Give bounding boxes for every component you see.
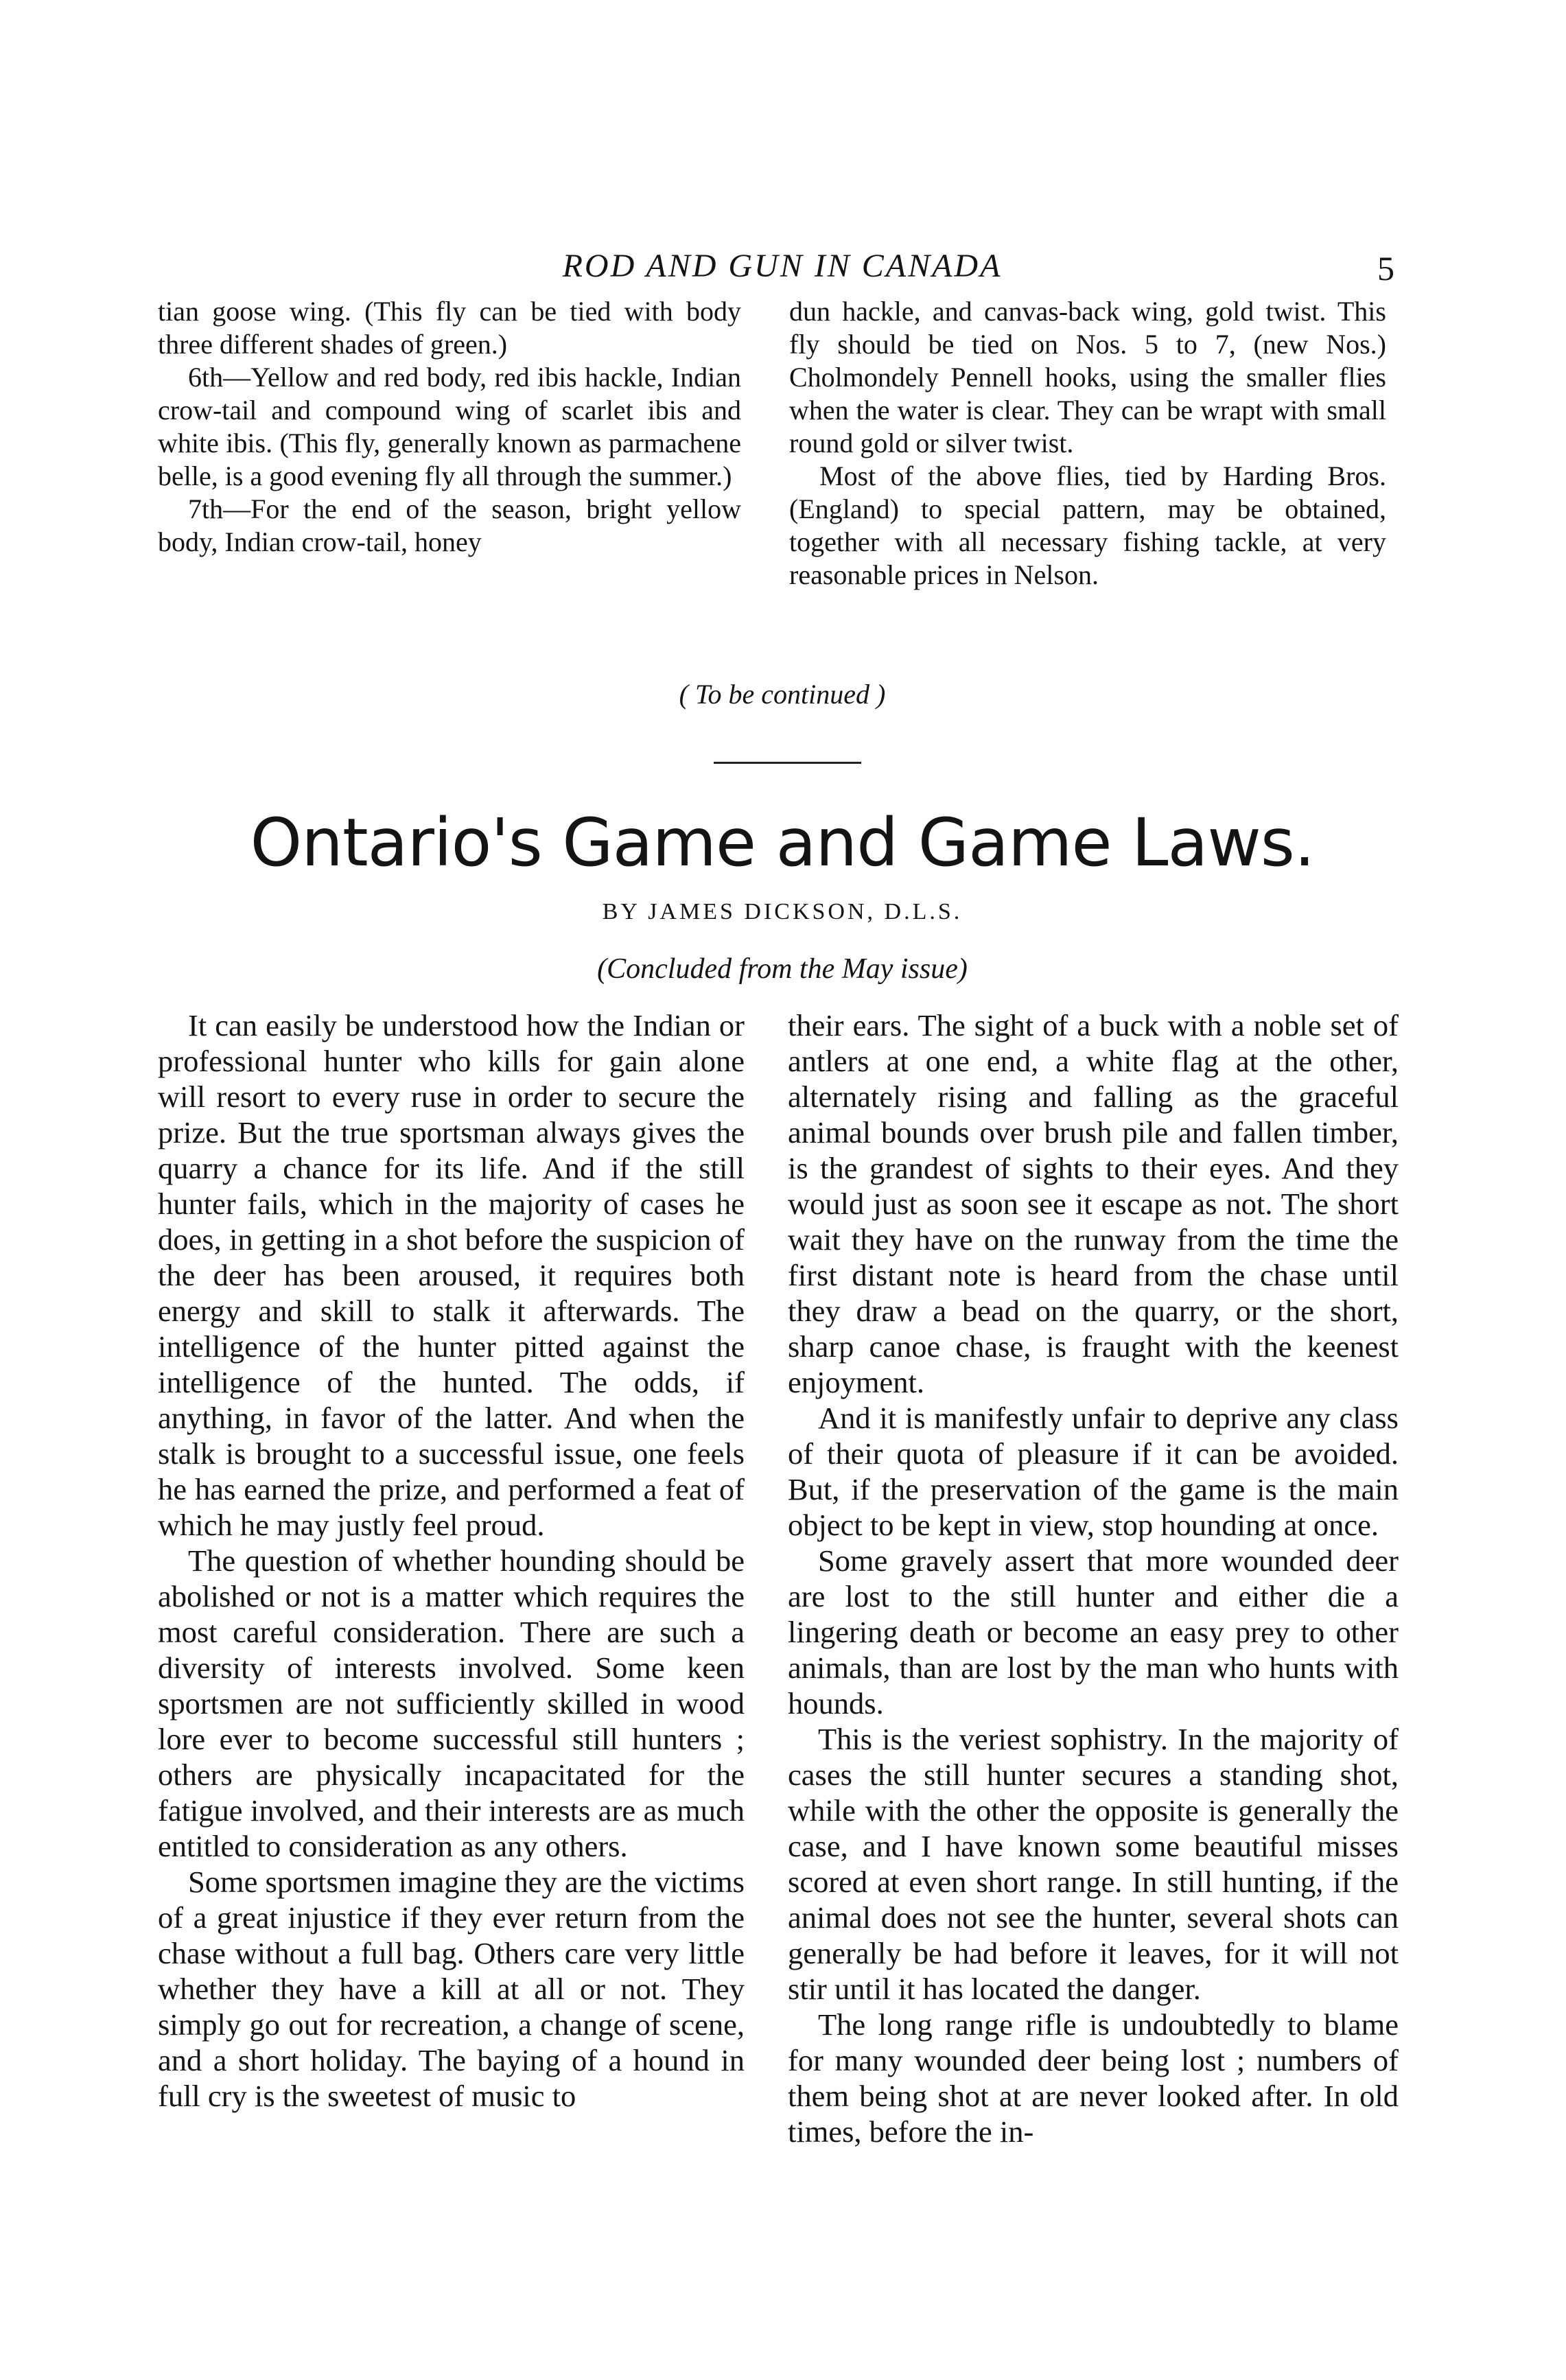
paragraph: It can easily be understood how the Indian or professional hunter who kills for gain alone will resort to every ruse in order to secure the prize. But the true sportsman always gives the quarry a chance for its life. And if the still hunter fails, which in the majority of cases he does, in getting in a shot before the suspicion of the deer has been aroused, it requires both energy and skill to stalk it afterwards. The intelligence of the hunter pitted against the intelligence of the hunted. The odds, if anything, in favor of the latter. And when the stalk is brought to a successful issue, one feels he has earned the prize, and performed a feat of which he may justly feel proud. [158,1008,745,1542]
paragraph: Some sportsmen imagine they are the victims of a great injustice if they ever return from the chase without a full bag. Others care very little whether they have a kill at all or not. They simply go out for recreation, a change of scene, and a short holiday. The baying of a hound in full cry is the sweetest of music to [158,1865,745,2113]
paragraph: The question of whether hounding should be abolished or not is a matter which requires the most careful consideration. There are such a diversity of interests involved. Some keen sportsmen are not sufficiently skilled in wood lore ever to become successful still hunters ; others are physically incapacitated for the fatigue involved, and their interests are as much entitled to consideration as any others. [158,1543,745,1863]
paragraph: their ears. The sight of a buck with a noble set of antlers at one end, a white flag at the other, alternately rising and falling as the graceful animal bounds over brush pile and fallen timber, is the grandest of sights to their eyes. And they would just as soon see it escape as not. The short wait they have on the runway from the time the first distant note is heard from the chase until they draw a bead on the quarry, or the short, sharp canoe chase, is fraught with the keenest enjoyment. [788,1008,1399,1399]
article-subhead: (Concluded from the May issue) [597,953,968,985]
paragraph: The long range rifle is undoubtedly to blame for many wounded deer being lost ; numbers of them being shot at are never looked after. In old times, before the in- [788,2007,1399,2149]
paragraph: Some gravely assert that more wounded deer are lost to the still hunter and either die a lingering death or become an easy prey to other animals, than are lost by the man who hunts with hounds. [788,1543,1399,1720]
paragraph: 6th—Yellow and red body, red ibis hackle, Indian crow-tail and compound wing of scarlet ibis and white ibis. (This fly, generally known as parmachene belle, is a good evening fly all through the summer.) [158,362,741,491]
page-number: 5 [1377,249,1394,288]
previous-article-right-column [789,295,1386,592]
continued-note: ( To be continued ) [679,679,886,710]
article-left-column [158,1007,745,2114]
paragraph: Most of the above flies, tied by Harding Bros. (England) to special pattern, may be obtained, together with all necessary fishing tackle, at very reasonable prices in Nelson. [789,460,1386,590]
article-title: Ontario's Game and Game Laws. [250,804,1315,881]
paragraph: dun hackle, and canvas-back wing, gold twist. This fly should be tied on Nos. 5 to 7, (new Nos.) Cholmondely Pennell hooks, using the smaller flies when the water is clear. They can be wrapt with small round gold or silver twist. [789,296,1386,458]
running-header: ROD AND GUN IN CANADA [562,248,1003,284]
paragraph: This is the veriest sophistry. In the majority of cases the still hunter secures a standing shot, while with the other the opposite is generally the case, and I have known some beautiful misses scored at even short range. In still hunting, if the animal does not see the hunter, several shots can generally be had before it leaves, for it will not stir until it has located the danger. [788,1722,1399,2006]
paragraph: tian goose wing. (This fly can be tied with body three different shades of green.) [158,296,741,360]
paragraph: And it is manifestly unfair to deprive any class of their quota of pleasure if it can be avoided. But, if the preservation of the game is the main object to be kept in view, stop hounding at once. [788,1401,1399,1542]
article-right-column [788,1007,1399,2149]
paragraph: 7th—For the end of the season, bright yellow body, Indian crow-tail, honey [158,493,741,557]
article-byline: BY JAMES DICKSON, D.L.S. [602,899,963,924]
section-divider [714,762,861,764]
previous-article-left-column [158,295,741,559]
